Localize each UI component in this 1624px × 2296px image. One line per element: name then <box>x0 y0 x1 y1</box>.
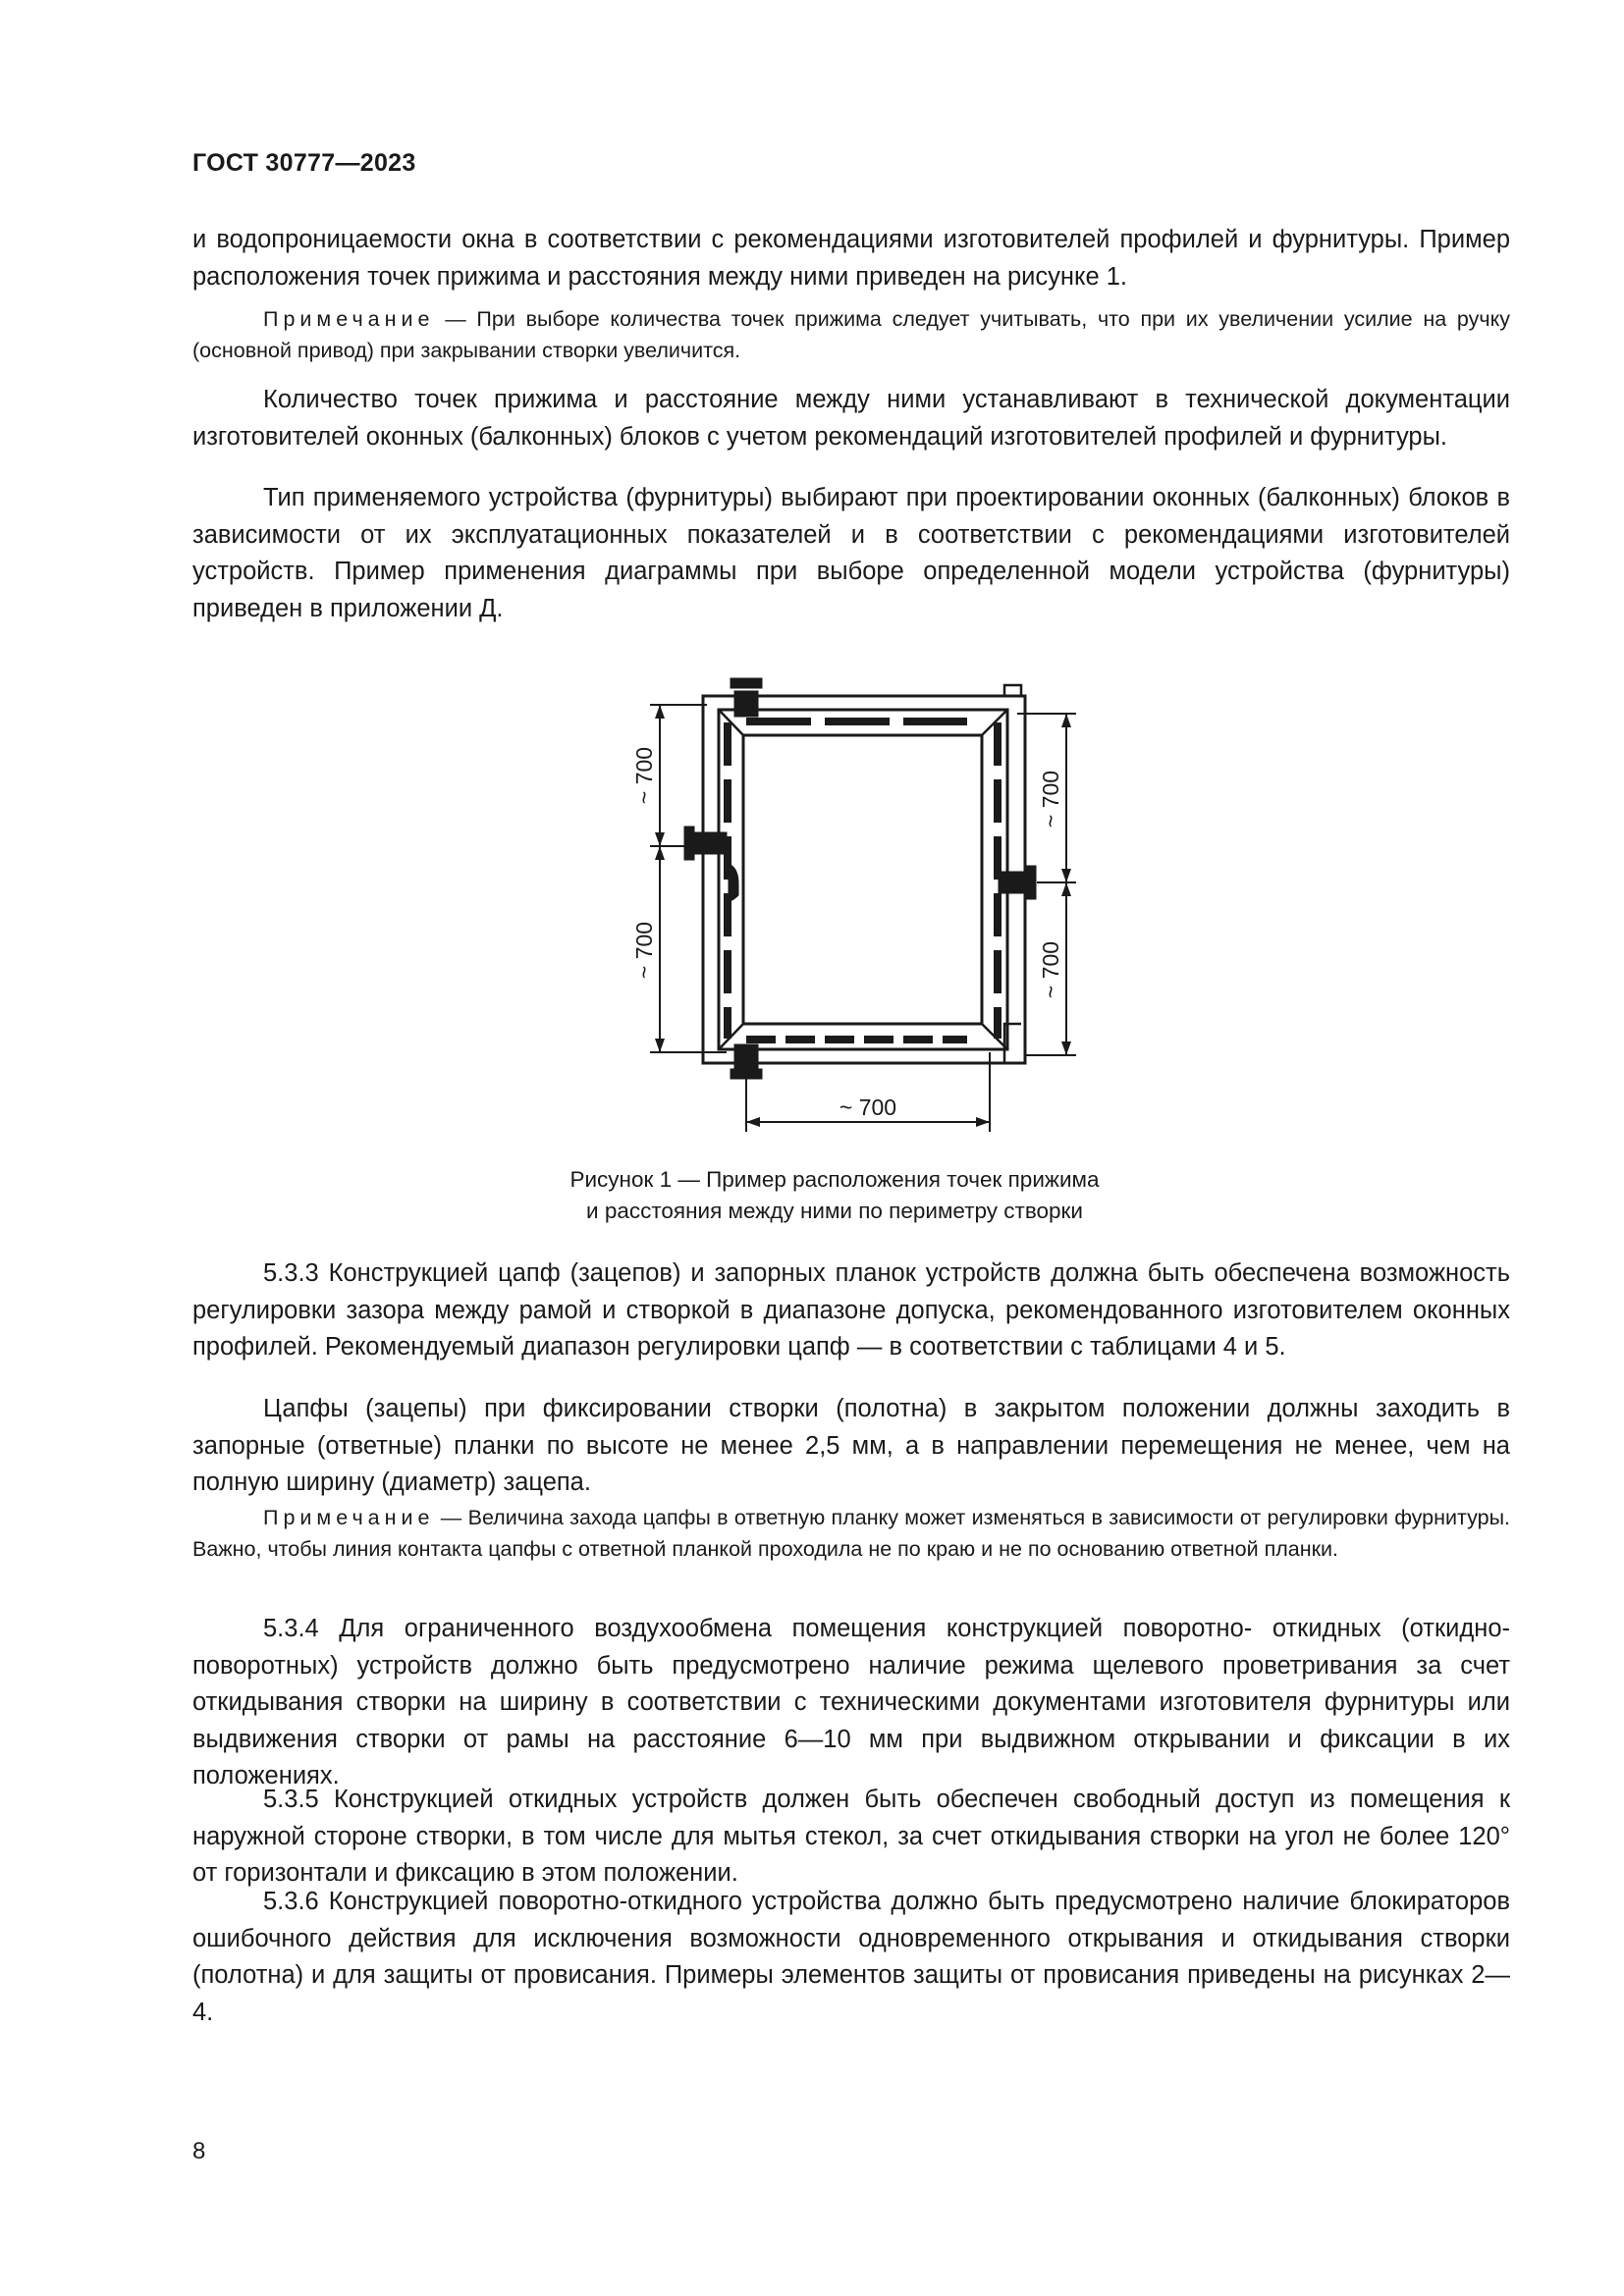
paragraph: и водопроницаемости окна в соответствии с рекомендациями изготовителей профилей и фурнитуры. Пример расположения точек прижима и расстояния между ними приведен на рисунке 1. <box>192 226 1510 291</box>
note-label: Примечание <box>263 307 435 331</box>
page-number: 8 <box>192 2138 206 2164</box>
paragraph: 5.3.6 Конструкцией поворотно-откидного устройства должно быть предусмотрено наличие блокираторов ошибочного действия для исключения возможности одновременного открывания и откидывания створки (полотна) и для защиты от провисания. Примеры элементов защиты от провисания приведены на рисунках 2—4. <box>192 1888 1510 2026</box>
locking-point-top <box>734 691 758 717</box>
dimension-label: ~ 700 <box>1038 770 1063 828</box>
note <box>192 1503 1510 1565</box>
locking-point-right <box>999 872 1028 893</box>
dimension-label: ~ 700 <box>839 1095 897 1120</box>
caption-line: Рисунок 1 — Пример расположения точек прижима <box>569 1167 1100 1192</box>
sash-outer <box>719 710 1007 1049</box>
handle-gear-icon <box>729 864 738 901</box>
figure-caption <box>511 1164 1159 1227</box>
dimension-label: ~ 700 <box>1038 940 1063 999</box>
note-text: — При выборе количества точек прижима следует учитывать, что при их увеличении усилие на ручку (основной привод) при закрывании створки увеличится. <box>192 307 1510 362</box>
paragraph: 5.3.5 Конструкцией откидных устройств должен быть обеспечен свободный доступ из помещения к наружной стороне створки, в том числе для мытья стекол, за счет откидывания створки на угол не более 120° от горизонтали и фиксацию в этом положении. <box>192 1786 1510 1887</box>
paragraph: 5.3.3 Конструкцией цапф (зацепов) и запорных планок устройств должна быть обеспечена возможность регулировки зазора между рамой и створкой в диапазоне допуска, рекомендованного изготовителем оконных профилей. Рекомендуемый диапазон регулировки цапф — в соответствии с таблицами 4 и 5. <box>192 1259 1510 1361</box>
locking-point-bottom <box>734 1044 758 1072</box>
note-label: Примечание <box>263 1506 435 1529</box>
dimension-label: ~ 700 <box>631 746 657 805</box>
note-text: — Величина захода цапфы в ответную планку может изменяться в зависимости от регулировки фурнитуры. Важно, чтобы линия контакта цапфы с ответной планкой проходила не по краю и не по основанию ответной планки. <box>192 1506 1510 1561</box>
locking-point-left <box>693 832 727 854</box>
dimension-label: ~ 700 <box>631 921 657 980</box>
frame-outer <box>703 696 1025 1063</box>
paragraph: Количество точек прижима и расстояние между ними устанавливают в технической документации изготовителей оконных (балконных) блоков с учетом рекомендаций изготовителей профилей и фурнитуры. <box>192 386 1510 451</box>
sash-inner <box>743 735 982 1024</box>
document-header: ГОСТ 30777—2023 <box>192 149 416 177</box>
paragraph: 5.3.4 Для ограниченного воздухообмена помещения конструкцией поворотно- откидных (откидно-поворотных) устройств должно быть предусмотрено наличие режима щелевого проветривания за счет откидывания створки на ширину в соответствии с техническими документами изготовителя фурнитуры или выдвижения створки от рамы на расстояние 6—10 мм при выдвижном открывании и фиксации в их положениях. <box>192 1615 1510 1789</box>
frame-protrusion-top <box>1004 685 1021 696</box>
paragraph: Цапфы (зацепы) при фиксировании створки (полотна) в закрытом положении должны заходить в запорные (ответные) планки по высоте не менее 2,5 мм, а в направлении перемещения не менее, чем на полную ширину (диаметр) зацепа. <box>192 1395 1510 1496</box>
paragraph: Тип применяемого устройства (фурнитуры) выбирают при проектировании оконных (балконных) блоков в зависимости от их эксплуатационных показателей и в соответствии с рекомендациями изготовителей устройств. Пример применения диаграммы при выборе определенной модели устройства (фурнитуры) приведен в приложении Д. <box>192 484 1510 622</box>
caption-line: и расстояния между ними по периметру створки <box>586 1199 1083 1223</box>
